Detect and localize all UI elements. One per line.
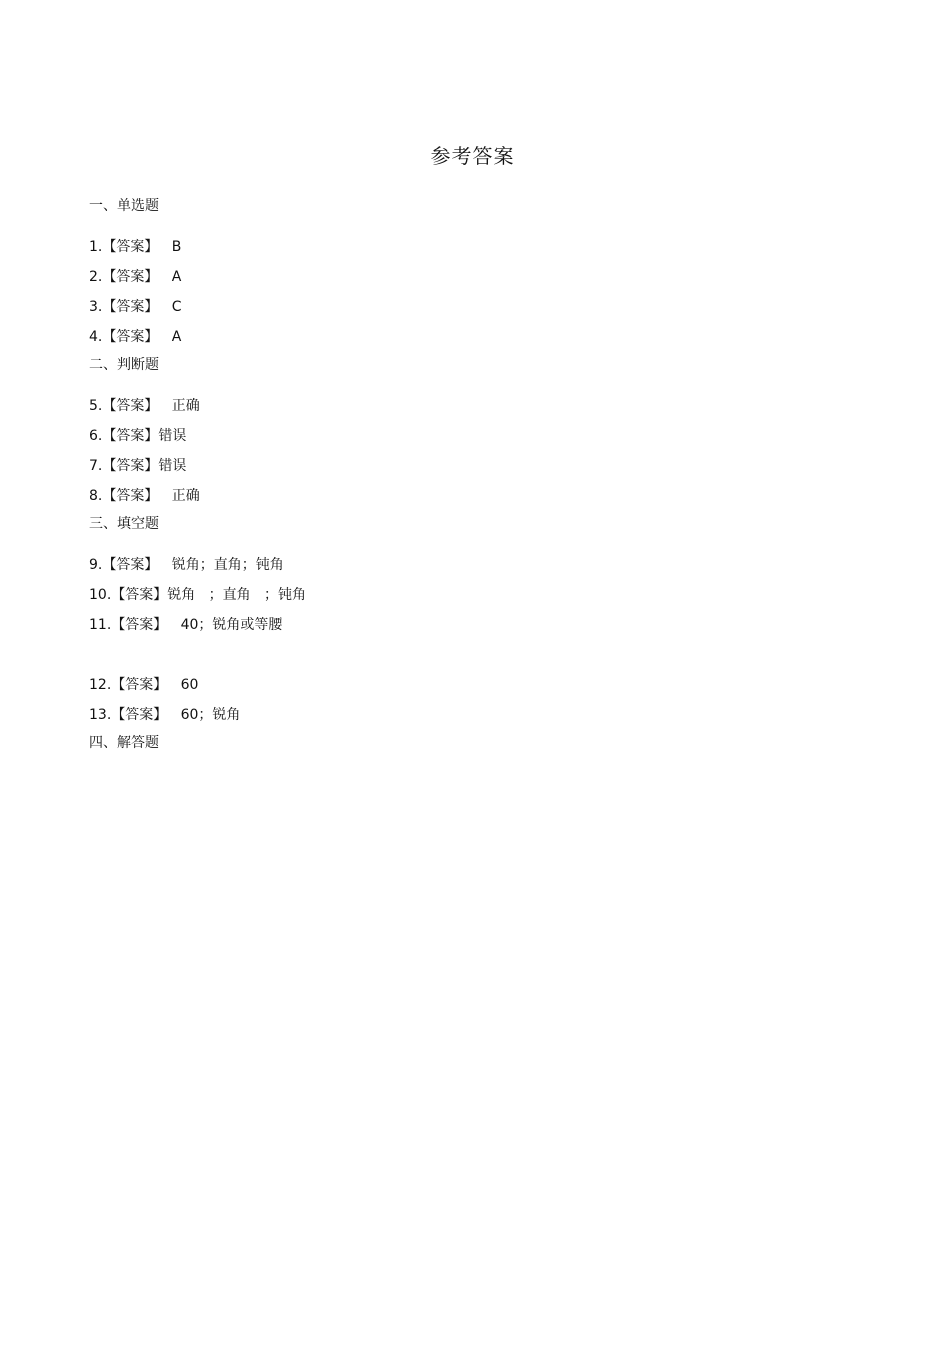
section-heading-single-choice: 一、单选题: [89, 198, 159, 214]
answer-item-2: 2.【答案】 A: [89, 269, 182, 285]
answer-item-6: 6.【答案】错误: [89, 428, 187, 444]
section-heading-fill-blank: 三、填空题: [89, 516, 159, 532]
answer-item-12: 12.【答案】 60: [89, 677, 199, 693]
section-heading-true-false: 二、判断题: [89, 357, 159, 373]
answer-item-11: 11.【答案】 40；锐角或等腰: [89, 617, 283, 633]
answer-item-3: 3.【答案】 C: [89, 299, 182, 315]
answer-item-9: 9.【答案】 锐角；直角；钝角: [89, 557, 284, 573]
answer-item-13: 13.【答案】 60；锐角: [89, 707, 241, 723]
answer-item-7: 7.【答案】错误: [89, 458, 187, 474]
answer-item-8: 8.【答案】 正确: [89, 488, 200, 504]
section-heading-problem-solving: 四、解答题: [89, 735, 159, 751]
answer-item-5: 5.【答案】 正确: [89, 398, 200, 414]
page-title: 参考答案: [430, 144, 515, 168]
answer-item-1: 1.【答案】 B: [89, 239, 182, 255]
answer-item-4: 4.【答案】 A: [89, 329, 182, 345]
answer-item-10: 10.【答案】锐角 ；直角 ；钝角: [89, 587, 306, 603]
